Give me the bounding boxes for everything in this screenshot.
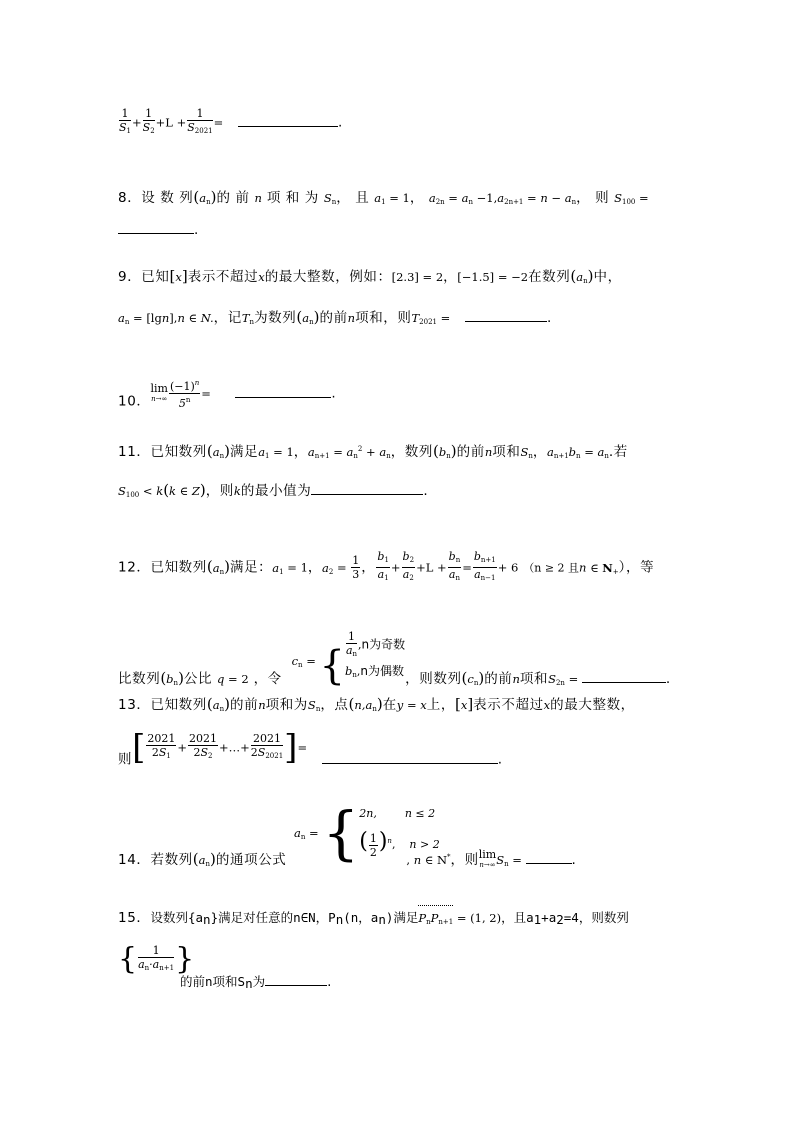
text: ，令	[253, 671, 282, 687]
text: 的前	[229, 697, 259, 713]
text: 为数列	[254, 310, 297, 326]
text: ，	[293, 444, 308, 460]
equals: =	[213, 115, 224, 130]
fraction: $\frac{1}{S_{2021}}$	[187, 107, 213, 135]
bracket-right: ]	[284, 727, 298, 768]
q15-line-3: 的前n项和Sn为 .	[180, 974, 333, 991]
q9-line-2: $a_n = [\lg n],n$ ∈ N.，记$T_n$为数列$(a_n)$的前n项和，则$T_{2021}$ = .	[118, 308, 552, 326]
text: 的前	[456, 444, 485, 460]
text: 的前n项和S	[180, 974, 246, 989]
text: .若	[608, 444, 628, 460]
text: }满足对任意的n∈N，P	[210, 910, 336, 925]
question-number: 12．	[118, 559, 151, 576]
text: ，点	[320, 697, 349, 713]
answer-blank[interactable]	[235, 385, 331, 398]
text: ，则	[450, 852, 479, 868]
q9-line-1: 9．已知[x]表示不超过x的最大整数，例如：[2.3] = 2，[−1.5] = −2在数列$(a_n)$中，	[118, 267, 622, 285]
text: 的最大整数，	[550, 697, 635, 713]
period: .	[497, 751, 503, 768]
period: .	[327, 974, 333, 990]
text: ），等	[618, 559, 655, 576]
answer-blank[interactable]	[582, 670, 666, 683]
text: 表示不超过	[473, 697, 544, 713]
fraction: $\frac{1}{2}$	[369, 831, 377, 859]
answer-blank[interactable]	[322, 751, 498, 764]
fraction: $\frac{b_1}{a_1}$	[377, 550, 389, 582]
text: 的前	[319, 310, 348, 326]
q15-line-2	[118, 941, 195, 977]
q14-line-2: 14．若数列$(a_n)$的通项公式 , n ∈ N*，则 lim n→∞ $S_n$ = .	[118, 848, 577, 869]
lim-label: lim	[150, 381, 168, 395]
fraction: $\frac{1}{a_n}$	[345, 630, 358, 658]
text: 项和	[519, 671, 549, 687]
q15-line-1: 15．设数列{an}满足对任意的n∈N，Pn(n，an)满足$P_nP_{n+1} = (1$, 2)，且a1+a2=4，则数列	[118, 908, 629, 932]
text: ，	[361, 559, 376, 576]
case-even: n为偶数	[360, 664, 404, 678]
brace: {	[319, 643, 345, 689]
text: 已知	[141, 269, 170, 285]
text: )满足	[385, 910, 419, 925]
q7-line: $\frac{1}{S_1}$ + $\frac{1}{S_2}$ +L + $\frac{1}{S_{2021}}$ = .	[118, 107, 343, 138]
text: 的最大整数，例如：	[264, 269, 392, 285]
text: ，	[443, 269, 458, 285]
case-odd: n为奇数	[361, 637, 406, 652]
text: ，则数列	[405, 671, 462, 687]
question-number: 14．	[118, 852, 151, 868]
cond-2: n > 2	[409, 838, 440, 851]
brace-left: {	[118, 941, 138, 977]
q12-line-3: 比数列$(b_n)$公比 q = 2 ，令 $c_n$ = { $\frac{1}{a_n}$ ,n为奇数 $b_n,n$为偶数 ，则数列$(c_n)$的前n项和$S_{2n}$ = .	[118, 630, 671, 689]
cond-1: n ≤ 2	[404, 807, 436, 820]
text: 已知数列	[150, 559, 207, 576]
text: ， 且	[336, 190, 370, 206]
q12-line-1: 12．已知数列$(a_n)$满足：$a_1 = 1$，$a_2$ = $\frac{1}{3}$ ， $\frac{b_1}{a_1}$ + $\frac{b_2}{a_2}$ +L + $\frac{b_n}{a_n}$ = $\frac{b_{n+1}}{a_{n-1}}$ + 6 （n ≥ 2 且n ∈ $N_+$），等	[118, 550, 654, 585]
q12-line-2	[118, 596, 154, 616]
answer-blank[interactable]	[265, 973, 327, 986]
question-number: 8．	[118, 190, 142, 206]
brace: {	[322, 799, 360, 867]
fraction: $\frac{b_2}{a_2}$	[402, 550, 415, 582]
q13-line-2: 则[ $\frac{2021}{2S_1}$ + $\frac{2021}{2S_2}$ +…+ $\frac{2021}{2S_{2021}}$ ]= .	[118, 727, 503, 768]
text: 的前	[484, 671, 513, 687]
text: 的 前	[216, 190, 250, 206]
answer-blank[interactable]	[238, 114, 338, 127]
period: .	[331, 385, 337, 402]
period: .	[423, 483, 429, 499]
period: .	[665, 671, 671, 687]
text: ，则	[205, 483, 234, 499]
limit: lim n→∞	[478, 848, 497, 869]
text: 在	[382, 697, 397, 713]
text: +a	[541, 910, 557, 925]
fraction: $\frac{1}{S_1}$	[119, 107, 132, 135]
fraction: $\frac{1}{S_2}$	[142, 107, 155, 135]
text: (n，a	[343, 910, 379, 925]
text: 为	[252, 974, 266, 989]
fraction: $\frac{2021}{2S_2}$	[189, 732, 218, 760]
fraction: $\frac{b_{n+1}}{a_{n-1}}$	[473, 550, 496, 582]
text: 设数列{a	[150, 910, 204, 925]
text: 满足	[229, 444, 259, 460]
period: .	[337, 114, 343, 131]
text: 项和，则	[355, 310, 412, 326]
case-1: 2n,	[359, 807, 377, 820]
q10-line: 10． lim n→∞ $\frac{(-1)^n}{5^n}$ = .	[118, 379, 337, 410]
answer-blank[interactable]	[118, 221, 194, 234]
condition: （n ≥ 2 且	[523, 561, 580, 575]
text: 项 和 为	[266, 190, 319, 206]
fraction: $\frac{(-1)^n}{5^n}$	[169, 379, 200, 410]
text: 的最小值为	[240, 483, 312, 499]
answer-blank[interactable]	[465, 309, 547, 322]
fraction: $\frac{1}{3}$	[352, 554, 360, 581]
text: ，	[409, 190, 424, 206]
text: ，记	[213, 310, 242, 326]
answer-blank[interactable]	[526, 851, 572, 864]
text: 设 数 列	[141, 190, 194, 206]
text: ，数列	[390, 444, 434, 460]
text: 则	[118, 751, 133, 768]
text: 中，	[593, 269, 622, 285]
text: 项和	[492, 444, 521, 460]
period: .	[194, 222, 199, 238]
q11-line-1: 11．已知数列$(a_n)$满足$a_1 = 1$，$a_{n+1} = a_n^2 + a_n$，数列$(b_n)$的前n项和$S_n$，$a_{n+1}b_n = a_n$.若	[118, 442, 628, 460]
q13-line-1: 13．已知数列$(a_n)$的前n项和为$S_n$，点$(n,a_n)$在y = x上，[x]表示不超过x的最大整数，	[118, 695, 635, 713]
question-number: 11．	[118, 444, 151, 460]
question-number: 10．	[118, 393, 151, 410]
q8-line-2	[118, 220, 199, 240]
text: 的通项公式	[215, 852, 287, 868]
text: 表示不超过	[187, 269, 259, 285]
text: 已知数列	[150, 697, 207, 713]
fraction: $\frac{2021}{2S_{2021}}$	[250, 732, 284, 760]
q11-line-2: $S_{100} < k(k$ ∈ Z)，则k的最小值为 .	[118, 481, 429, 499]
text: ， 则	[576, 190, 610, 206]
text: =4，则数列	[563, 910, 629, 925]
text: 在数列	[528, 269, 571, 285]
text: ，	[307, 559, 322, 576]
fraction: $\frac{2021}{2S_1}$	[147, 732, 176, 760]
bracket-left: [	[132, 727, 146, 768]
question-number: 9．	[118, 269, 142, 285]
text: 上，	[426, 697, 455, 713]
q14-line: $a_n$ = { 2n, n ≤ 2 ( $\frac{1}{2}$ )$^n$, n > 2	[294, 799, 440, 867]
answer-blank[interactable]	[311, 482, 423, 495]
vector: $P_nP_{n+1}$	[418, 908, 453, 932]
text: ，	[532, 444, 547, 460]
piecewise: 2n, n ≤ 2 ( $\frac{1}{2}$ )$^n$, n > 2	[359, 807, 440, 859]
piecewise: $\frac{1}{a_n}$ ,n为奇数 $b_n,n$为偶数	[344, 630, 406, 679]
period: .	[546, 310, 552, 326]
limit: lim n→∞	[150, 381, 168, 403]
text: 若数列	[150, 852, 193, 868]
fraction: $\frac{b_n}{a_n}$	[448, 550, 461, 582]
question-number: 13．	[118, 697, 151, 713]
text: 满足：	[229, 559, 273, 576]
question-number: 15．	[118, 910, 151, 926]
period: .	[571, 852, 577, 868]
q8-line-1: 8．设 数 列$(a_n)$的 前 n 项 和 为 $S_n$， 且 $a_1 = 1$， $a_{2n} = a_n -1,a_{2n+1} = n - a_n$， 则 $S_{100}$ =	[118, 188, 649, 206]
text: 公比	[183, 671, 213, 687]
text: ，且a	[501, 910, 534, 925]
brace-right: }	[175, 941, 195, 977]
text: 已知数列	[150, 444, 207, 460]
text: 项和为	[265, 697, 308, 713]
fraction: $\frac{1}{a_n\cdot a_{n+1}}$	[138, 944, 175, 972]
text: 比数列	[118, 671, 161, 687]
